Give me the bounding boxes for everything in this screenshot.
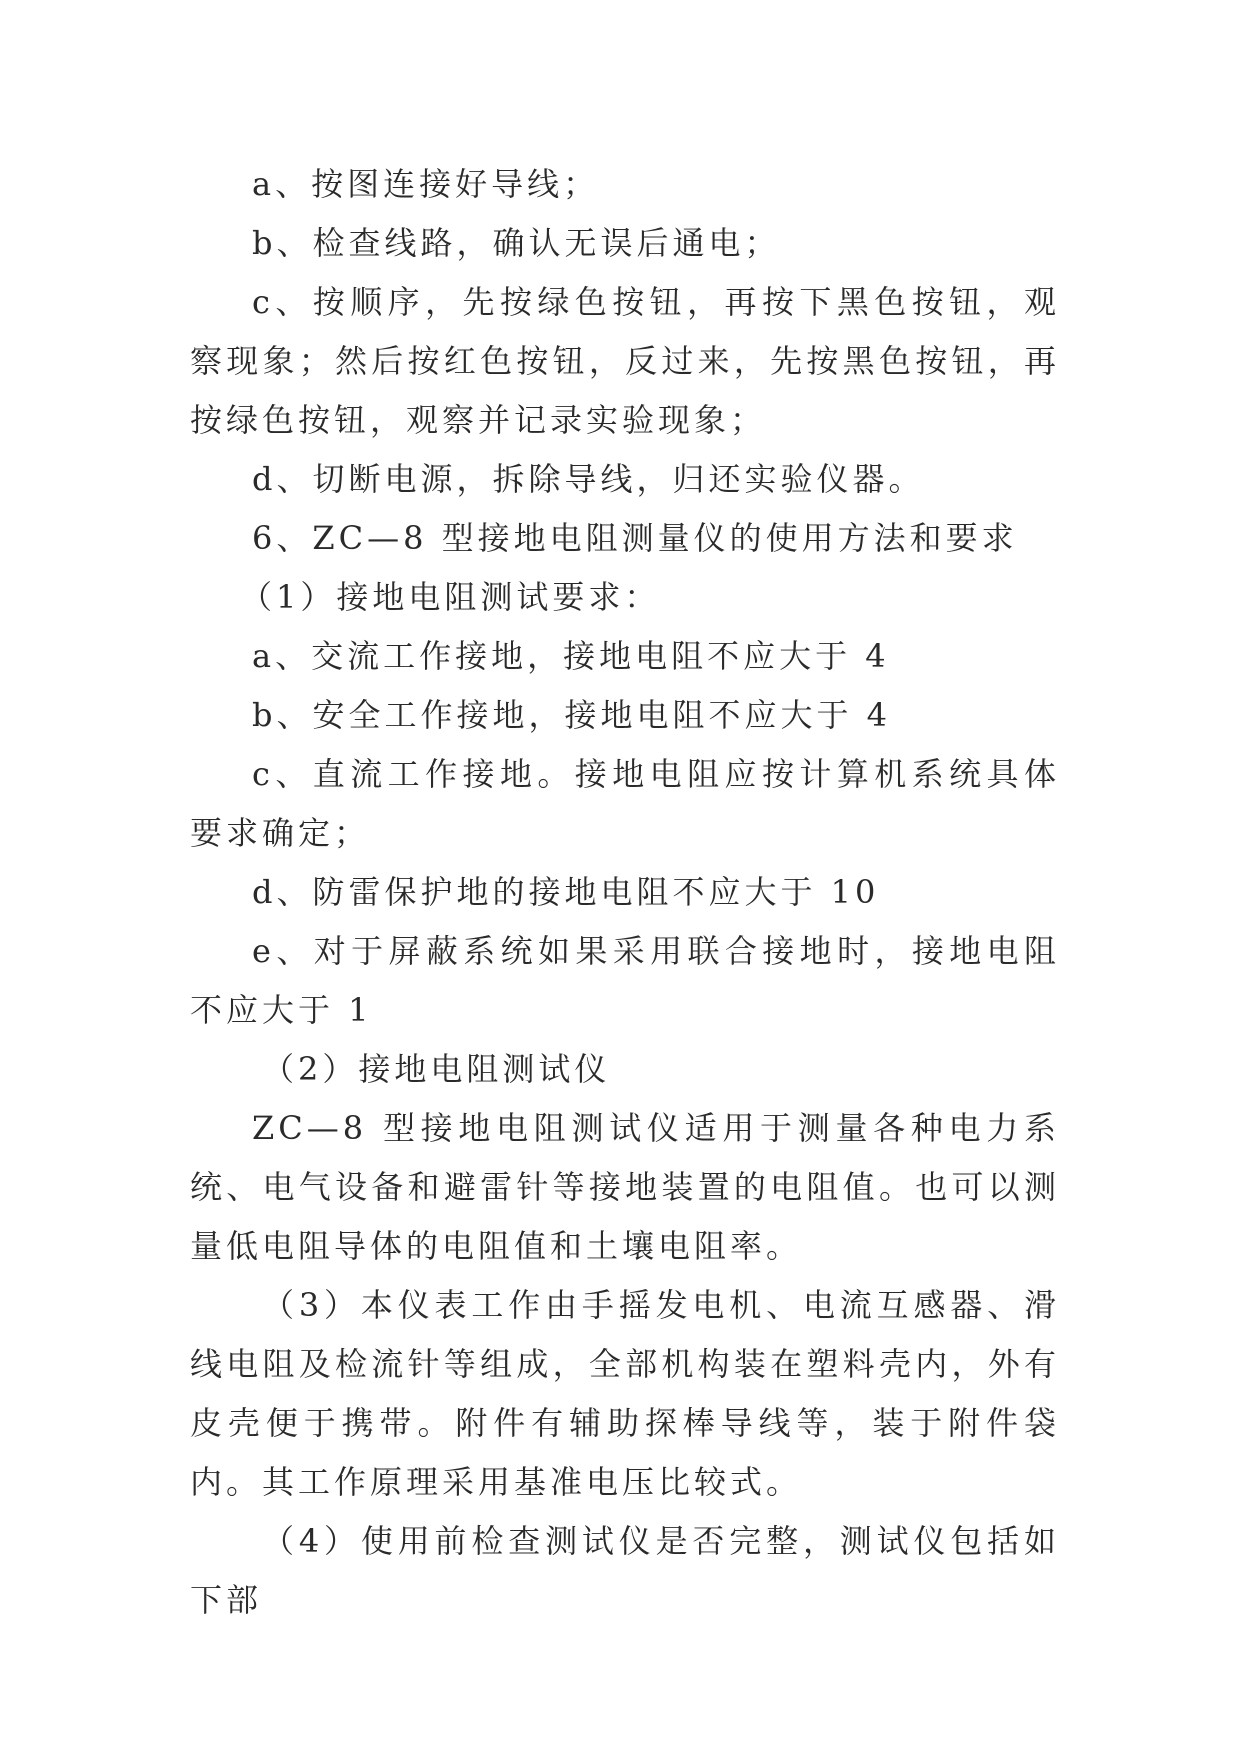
requirement-b-safety-grounding: b、安全工作接地，接地电阻不应大于 4 — [252, 696, 892, 734]
requirement-e-shield-grounding: e、对于屏蔽系统如果采用联合接地时，接地电阻不应大于 1 — [190, 932, 1060, 1029]
step-b-check-circuit: b、检查线路，确认无误后通电； — [252, 224, 781, 262]
section-6-heading: 6、ZC—8 型接地电阻测量仪的使用方法和要求 — [252, 519, 1018, 557]
instrument-composition: （3）本仪表工作由手摇发电机、电流互感器、滑线电阻及检流针等组成，全部机构装在塑料壳内，外有皮壳便于携带。附件有辅助探棒导线等，装于附件袋内。其工作原理采用基准电压比较式。 — [190, 1286, 1060, 1501]
subsection-1-heading: （1）接地电阻测试要求： — [240, 578, 661, 616]
subsection-2-heading: （2）接地电阻测试仪 — [262, 1050, 611, 1088]
tester-description: ZC—8 型接地电阻测试仪适用于测量各种电力系统、电气设备和避雷针等接地装置的电阻值。也可以测量低电阻导体的电阻值和土壤电阻率。 — [190, 1109, 1060, 1265]
requirement-a-ac-grounding: a、交流工作接地，接地电阻不应大于 4 — [252, 637, 890, 675]
requirement-d-lightning-grounding: d、防雷保护地的接地电阻不应大于 10 — [252, 873, 880, 911]
pre-use-check: （4）使用前检查测试仪是否完整，测试仪包括如下部 — [190, 1522, 1060, 1619]
step-a-connect-wires: a、按图连接好导线； — [252, 165, 600, 203]
requirement-c-dc-grounding: c、直流工作接地。接地电阻应按计算机系统具体要求确定； — [190, 755, 1060, 852]
document-body — [190, 155, 1060, 1630]
step-c-button-sequence: c、按顺序，先按绿色按钮，再按下黑色按钮，观察现象；然后按红色按钮，反过来，先按黑色按钮，再按绿色按钮，观察并记录实验现象； — [190, 283, 1060, 439]
step-d-power-off: d、切断电源，拆除导线，归还实验仪器。 — [252, 460, 925, 498]
